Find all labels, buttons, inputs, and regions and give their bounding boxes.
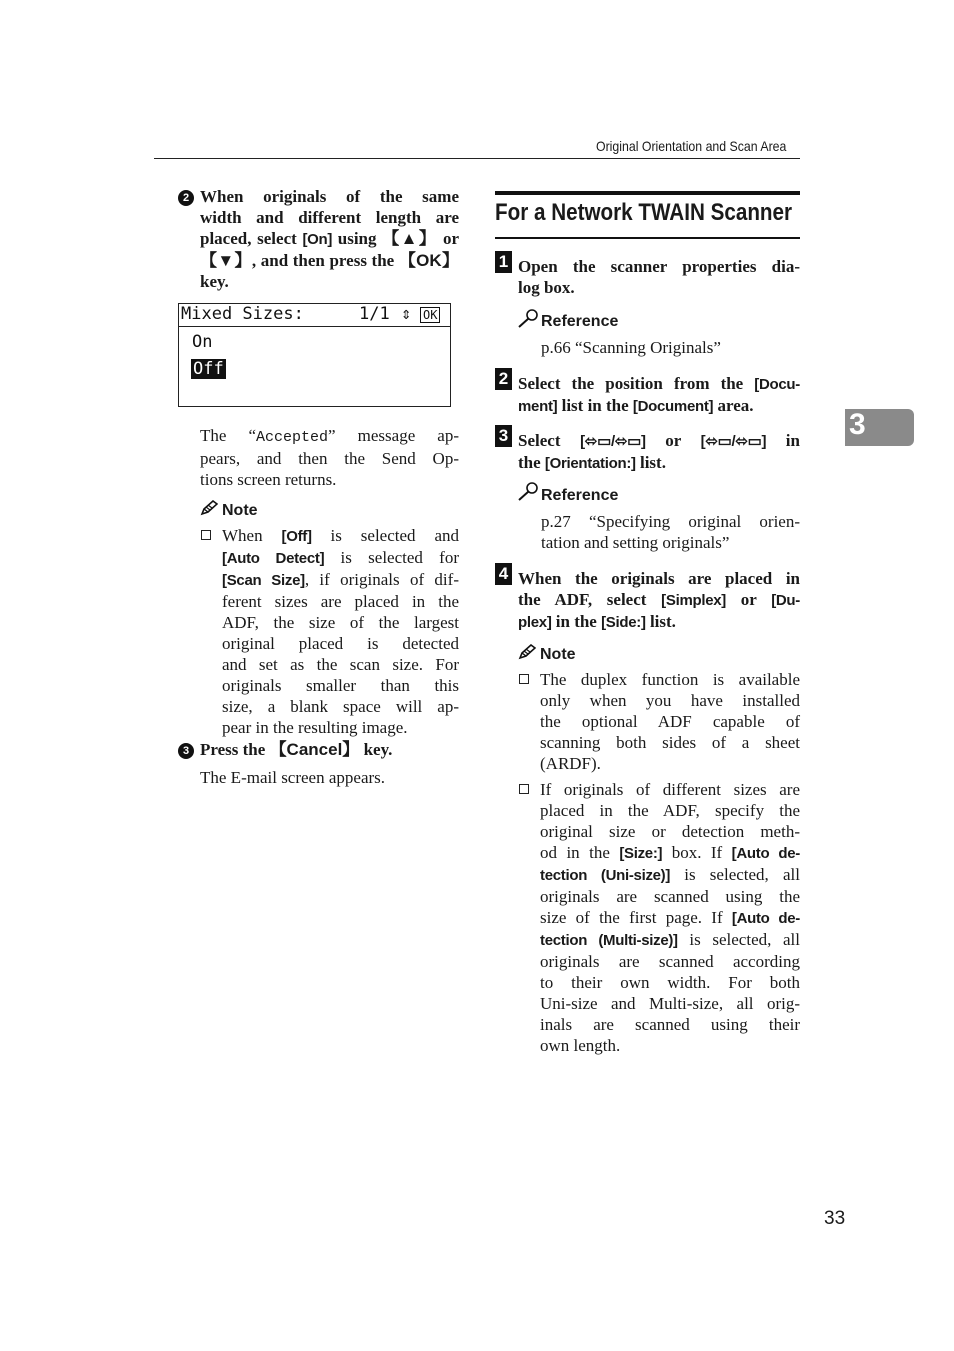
ui-label: [Auto de- [731, 910, 800, 927]
section-rule-top [495, 191, 800, 195]
step2-l4a: , and then press the [251, 251, 399, 270]
section-rule-bottom [495, 237, 800, 239]
ui-label: [Auto Detect] [222, 550, 325, 567]
text: or [726, 590, 772, 609]
lcd-page: 1/1 [359, 304, 390, 324]
step-bullet-2: 2 [178, 190, 194, 206]
text: , if originals of dif- [304, 570, 459, 589]
ui-label: tection (Uni-size)] [540, 867, 671, 884]
scroll-arrows-icon: ⇕ [401, 304, 412, 324]
ui-label: [Orientation:] [544, 455, 636, 472]
running-header: Original Orientation and Scan Area [596, 138, 787, 154]
note-heading-right: Note [540, 646, 576, 663]
text: key. [359, 740, 393, 759]
ui-label: [Simplex] [661, 592, 726, 609]
text: list in the [557, 396, 633, 415]
note-checkbox-icon [201, 530, 211, 540]
step2-l3b: using [332, 229, 383, 248]
text: is selected, all [670, 865, 800, 884]
text: only when you have installed [540, 691, 800, 710]
ui-label: [Side:] [601, 614, 646, 631]
step-number-1: 1 [495, 251, 512, 273]
lcd-titlebar [179, 304, 450, 327]
text: area. [713, 396, 754, 415]
text: od in the [540, 843, 620, 862]
step4-text [518, 568, 800, 633]
ui-label: ment] [518, 398, 558, 415]
text: tions screen returns. [200, 470, 337, 489]
text: the [518, 453, 545, 472]
step2-l3c: or [437, 229, 460, 248]
reference-text-1: p.66 “Scanning Originals” [541, 338, 721, 357]
text: size, a blank space will ap- [222, 697, 459, 716]
note-right-item-2 [540, 779, 800, 1056]
text: If originals of different sizes are [540, 780, 800, 799]
key-up: 【▲】 [382, 229, 438, 248]
note-left-text [222, 525, 459, 738]
ui-label: [Auto de- [731, 845, 800, 862]
step2-line2: width and different length are [200, 208, 459, 227]
reference-magnifier-icon [517, 309, 539, 334]
step1-text [518, 256, 800, 298]
ui-label: [Du- [771, 592, 800, 609]
step3-text [200, 739, 392, 760]
text: original size or detection meth- [540, 822, 800, 841]
text: ferent sizes are placed in the [222, 592, 459, 611]
lcd-option-on[interactable]: On [192, 332, 213, 352]
lcd-option-off-selected[interactable]: Off [193, 359, 224, 379]
text: list. [645, 612, 676, 631]
text: When [222, 526, 282, 545]
step-bullet-3: 3 [178, 743, 194, 759]
ui-label: [Document] [632, 398, 714, 415]
reference-magnifier-icon [517, 482, 539, 507]
text: is selected, all [677, 930, 800, 949]
reference-heading-1: Reference [541, 313, 619, 330]
text: (ARDF). [540, 754, 601, 773]
ui-label: [Size:] [619, 845, 663, 862]
page-number: 33 [824, 1208, 846, 1229]
chapter-number: 3 [849, 408, 866, 441]
step2-text [200, 186, 459, 292]
key-ok: 【OK】 [398, 251, 460, 270]
note-heading-left: Note [222, 502, 258, 519]
text: pears, and then the Send Op- [200, 449, 459, 468]
text: inals are scanned using their [540, 1015, 800, 1034]
text: originals are scanned according [540, 952, 800, 971]
accepted-code: Accepted [256, 429, 329, 446]
step2-l3a: placed, select [200, 229, 303, 248]
step-number-2: 2 [495, 368, 512, 390]
reference-heading-2: Reference [541, 487, 619, 504]
text: log box. [518, 278, 575, 297]
text: to their own width. For both [540, 973, 800, 992]
text: the optional ADF capable of [540, 712, 800, 731]
text: originals are scanned using the [540, 887, 800, 906]
lcd-screen [178, 303, 451, 407]
key-cancel: 【Cancel】 [269, 740, 360, 759]
step2-right-text [518, 373, 800, 417]
text: is selected and [311, 526, 459, 545]
text: scanning both sides of a sheet [540, 733, 800, 752]
reference-text-2 [541, 511, 800, 553]
section-title: For a Network TWAIN Scanner [495, 199, 793, 226]
note-pencil-icon [518, 644, 536, 665]
text: pear in the resulting image. [222, 718, 408, 737]
step-number-3: 3 [495, 425, 512, 447]
text: size of the first page. If [540, 908, 732, 927]
orientation-portrait-icon-label: [⬄▭/⬄▭] [580, 433, 646, 450]
text: ADF, the size of the largest [222, 613, 459, 632]
step3-result: The E-mail screen appears. [200, 768, 386, 787]
text: in [766, 431, 800, 450]
text: in the [551, 612, 602, 631]
note-right-item-1 [540, 669, 800, 774]
key-down: 【▼】 [200, 251, 252, 270]
header-rule [154, 158, 800, 159]
text: box. If [662, 843, 732, 862]
step2-line1: When originals of the same [200, 187, 459, 206]
text: p.27 “Specifying original orien- [541, 512, 800, 531]
orientation-landscape-icon-label: [⬄▭/⬄▭] [700, 433, 767, 450]
text: Select the position from the [518, 374, 755, 393]
text: the ADF, select [518, 590, 662, 609]
text: Open the scanner properties dia- [518, 257, 800, 276]
text: Uni-size and Multi-size, all orig- [540, 994, 800, 1013]
text: own length. [540, 1036, 621, 1055]
text: The duplex function is available [540, 670, 800, 689]
text: placed in the ADF, specify the [540, 801, 800, 820]
text: The “ [200, 426, 257, 445]
text: Press the [200, 740, 270, 759]
note-pencil-icon [200, 500, 218, 521]
ui-label: [Off] [281, 528, 312, 545]
text: Select [518, 431, 581, 450]
text: or [645, 431, 701, 450]
text: list. [635, 453, 666, 472]
step3-right-text [518, 430, 800, 474]
text: ” message ap- [328, 426, 459, 445]
ui-label: [Scan Size] [222, 572, 305, 589]
ui-label: [Docu- [754, 376, 800, 393]
text: original placed is detected [222, 634, 459, 653]
key-on: [On] [302, 231, 333, 248]
lcd-ok-button[interactable]: OK [420, 307, 440, 323]
accepted-paragraph [200, 425, 459, 490]
ui-label: tection (Multi-size)] [540, 932, 678, 949]
text: tation and setting originals” [541, 533, 730, 552]
text: and set as the scan size. For [222, 655, 459, 674]
text: originals smaller than this [222, 676, 459, 695]
text: is selected for [324, 548, 459, 567]
text: When the originals are placed in [518, 569, 800, 588]
lcd-title: Mixed Sizes: [181, 304, 304, 324]
note-checkbox-icon [519, 674, 529, 684]
note-checkbox-icon [519, 784, 529, 794]
step-number-4: 4 [495, 563, 512, 585]
ui-label: plex] [518, 614, 552, 631]
step2-line5: key. [200, 272, 229, 291]
